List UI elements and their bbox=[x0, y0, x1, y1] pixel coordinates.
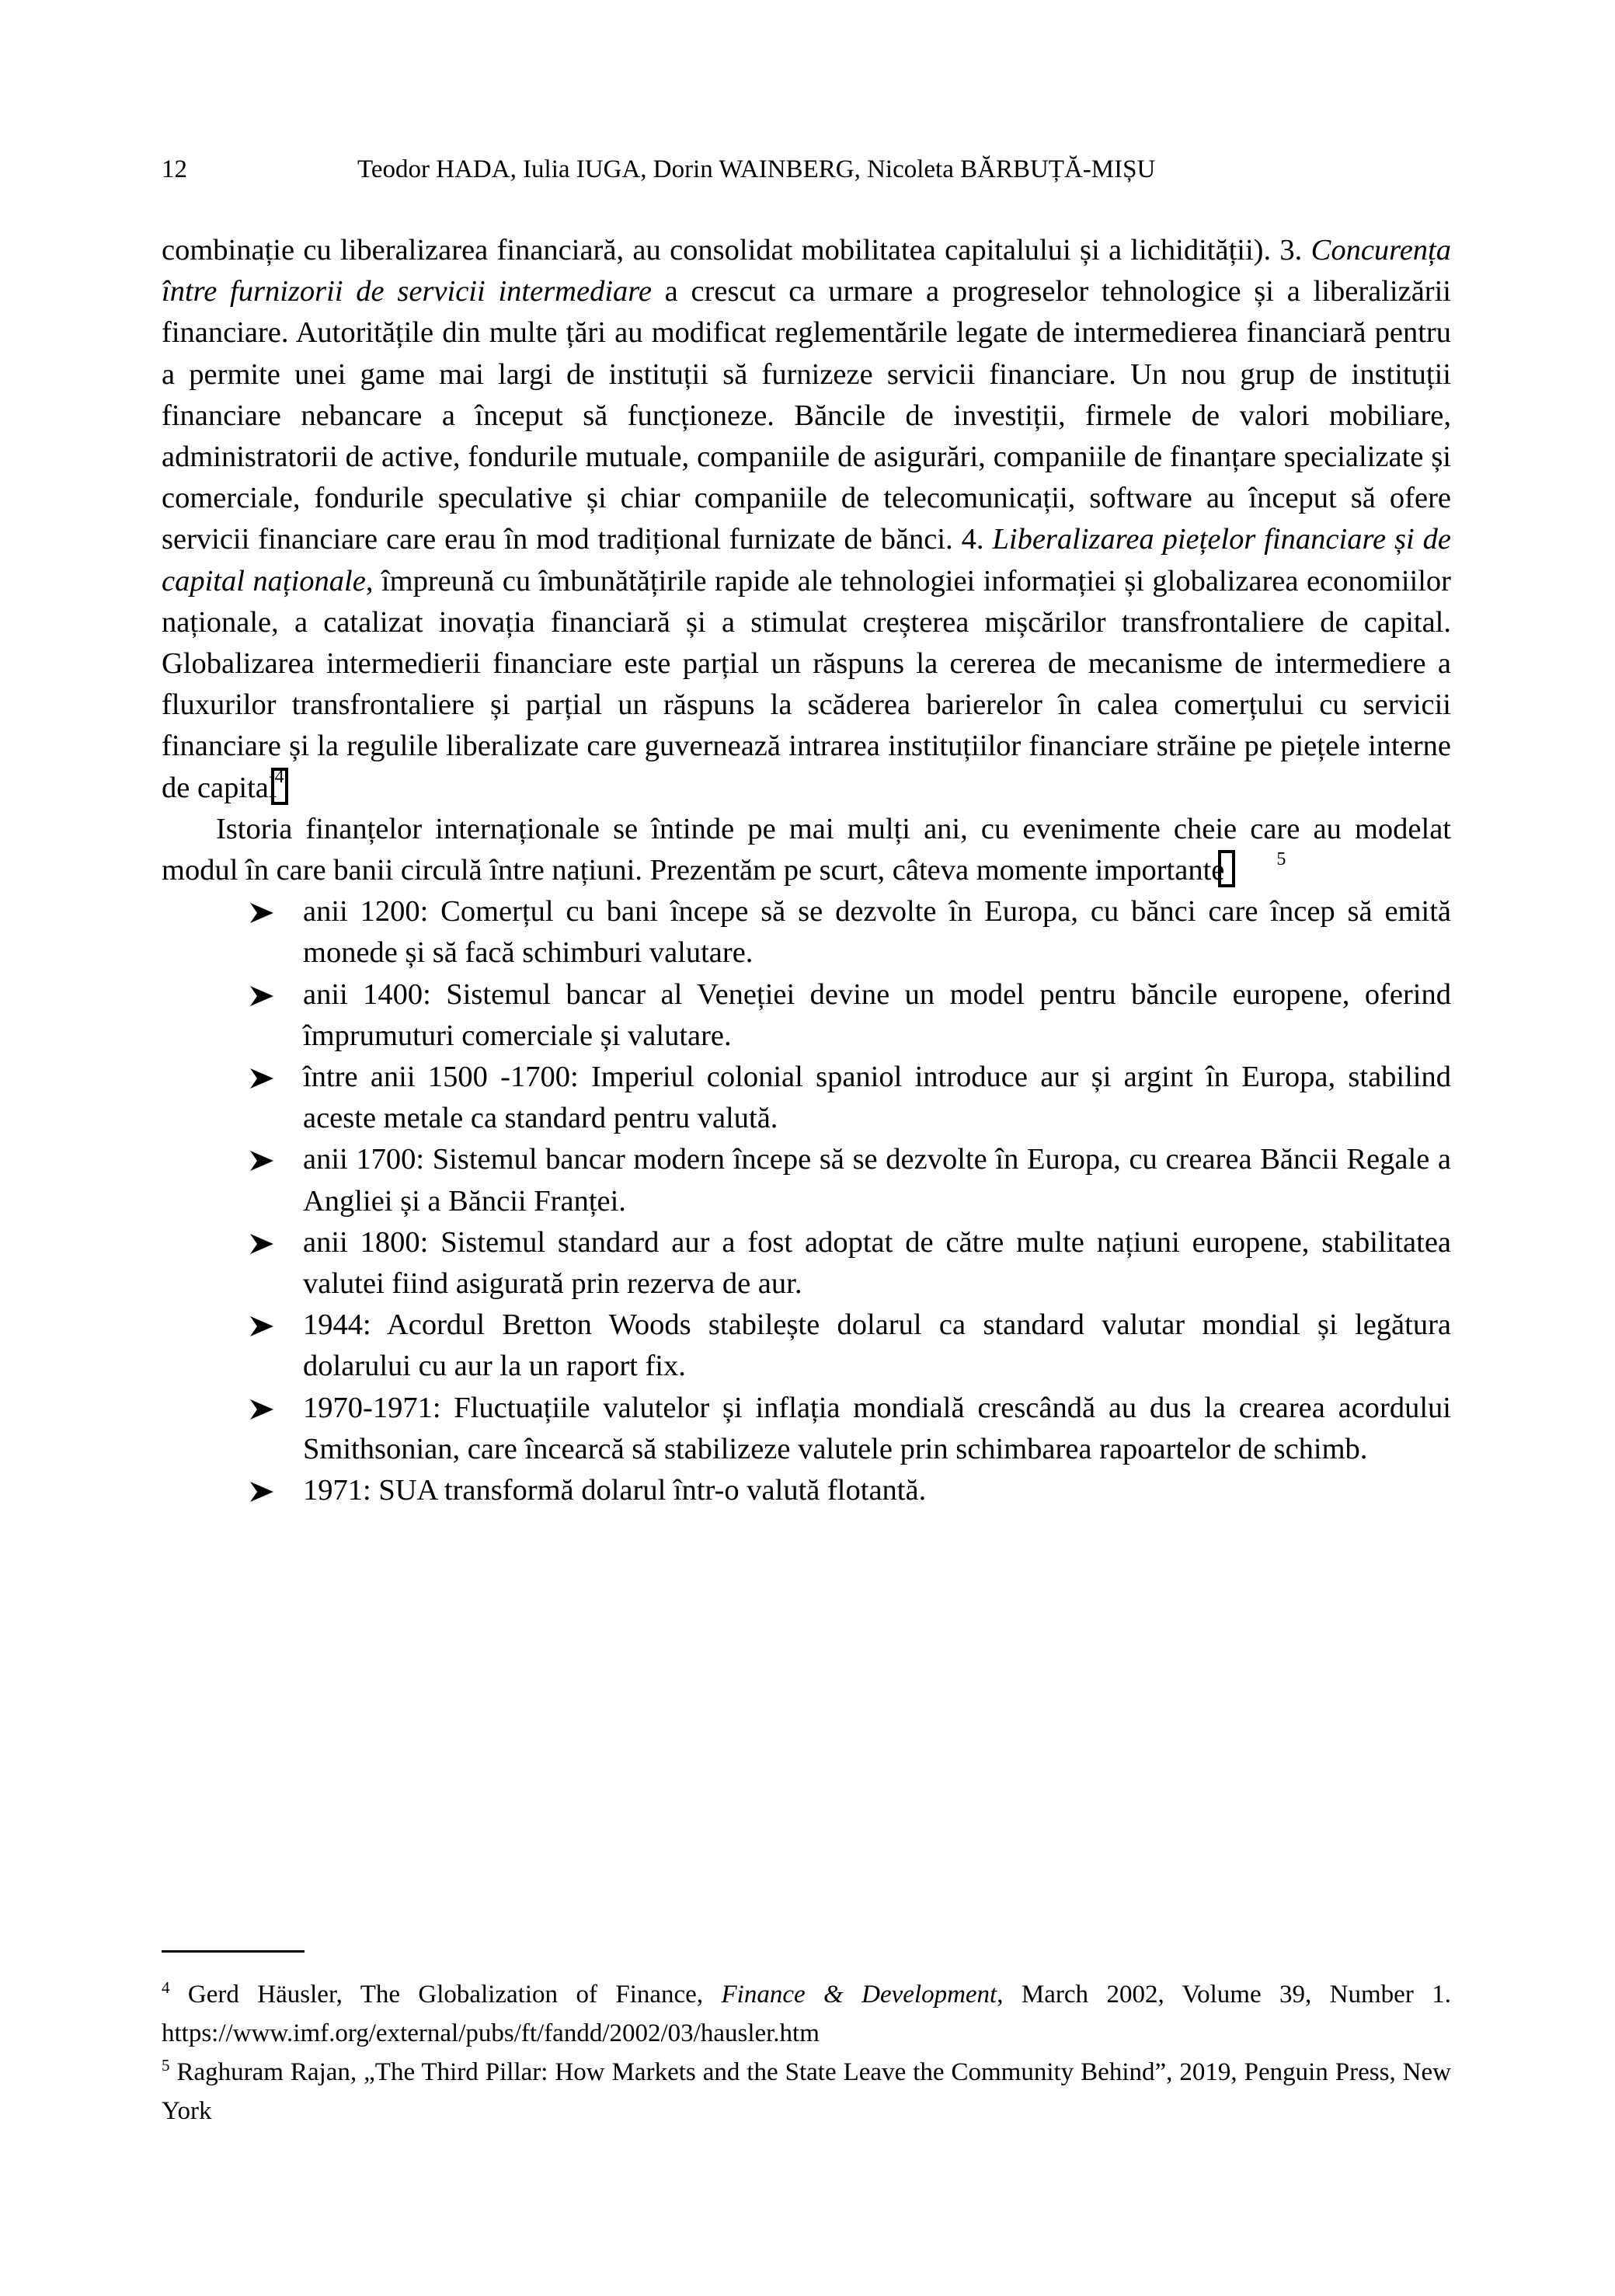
list-item-text: anii 1700: Sistemul bancar modern începe să se dezvolte în Europa, cu crearea Băncii Regale a Angliei și a Băncii Franței. bbox=[303, 1143, 1451, 1218]
arrowhead-bullet-icon bbox=[250, 1482, 273, 1502]
footnotes bbox=[162, 1975, 1451, 2131]
footnote-separator bbox=[162, 1950, 305, 1953]
italic-phrase: Concurența între furnizorii de servicii intermediare bbox=[162, 234, 1451, 308]
paragraph-intro-history bbox=[162, 809, 1451, 891]
paragraph-text: combinație cu liberalizarea financiară, au consolidat mobilitatea capitalului și a lichidității). 3. bbox=[162, 234, 1311, 267]
footnote-text: , March 2002, Volume 39, Number 1. https://www.imf.org/external/pubs/ft/fandd/2002/03/hausler.htm bbox=[162, 1981, 1451, 2047]
timeline-list bbox=[162, 891, 1451, 1511]
list-item bbox=[162, 1222, 1451, 1305]
footnote-4 bbox=[162, 1975, 1451, 2053]
list-item-text: 1944: Acordul Bretton Woods stabilește dolarul ca standard valutar mondial și legătura dolarului cu aur la un raport fix. bbox=[303, 1308, 1451, 1383]
list-item-text: 1970-1971: Fluctuațiile valutelor și inflația mondială crescândă au dus la crearea acordului Smithsonian, care încearcă să stabilizeze valutele prin schimbarea rapoartelor de schimb. bbox=[303, 1391, 1451, 1465]
list-item-text: anii 1200: Comerțul cu bani începe să se dezvolte în Europa, cu bănci care încep să emită monede și să facă schimburi valutare. bbox=[303, 895, 1451, 970]
paragraph-text: Istoria finanțelor internaționale se întinde pe mai mulți ani, cu evenimente cheie care au modelat modul în care banii circulă între națiuni. Prezentăm pe scurt, câteva momente importante bbox=[162, 812, 1451, 887]
list-item bbox=[162, 1139, 1451, 1221]
list-item bbox=[162, 974, 1451, 1057]
footnote-journal-title: Finance & Development bbox=[721, 1981, 997, 2009]
arrowhead-bullet-icon bbox=[250, 1316, 273, 1336]
italic-phrase: Liberalizarea piețelor financiare și de capital naționale bbox=[162, 523, 1451, 598]
paragraph-text: a crescut ca urmare a progreselor tehnologice și a liberalizării financiare. Autoritățile din multe țări au modificat reglementările legate de intermedierea financiară pentru a permite unei game mai largi de instituții să furnizeze servicii financiare. Un nou grup de instituții financiare nebancare a început să funcționeze. Băncile de investiții, firmele de valori mobiliare, administratorii de active, fondurile mutuale, companiile de asigurări, companiile de finanțare specializate și comerciale, fondurile speculative și chiar companiile de telecomunicații, software au început să ofere servicii financiare care erau în mod tradițional furnizate de bănci. 4. bbox=[162, 275, 1452, 556]
list-item bbox=[162, 1305, 1451, 1387]
arrowhead-bullet-icon bbox=[250, 986, 273, 1006]
arrowhead-bullet-icon bbox=[250, 1234, 273, 1254]
footnote-ref-number: 4 bbox=[274, 766, 284, 787]
list-item-text: între anii 1500 -1700: Imperiul colonial spaniol introduce aur și argint în Europa, stabilind aceste metale ca standard pentru valută. bbox=[303, 1061, 1451, 1135]
footnote-number: 4 bbox=[162, 1978, 170, 1997]
running-head-authors: Teodor HADA, Iulia IUGA, Dorin WAINBERG, Nicoleta BĂRBUȚĂ-MIȘU bbox=[357, 155, 1156, 183]
body-text bbox=[162, 230, 1451, 1511]
list-item-text: anii 1400: Sistemul bancar al Veneției devine un model pentru băncile europene, oferind împrumuturi comerciale și valutare. bbox=[303, 977, 1451, 1052]
list-item bbox=[162, 1388, 1451, 1470]
footnote-number: 5 bbox=[162, 2056, 170, 2075]
arrowhead-bullet-icon bbox=[250, 1399, 273, 1420]
footnote-ref-5[interactable] bbox=[1218, 849, 1286, 887]
arrowhead-bullet-icon bbox=[250, 1068, 273, 1089]
arrowhead-bullet-icon bbox=[250, 903, 273, 923]
list-item bbox=[162, 1470, 1451, 1511]
footnote-ref-4[interactable] bbox=[271, 768, 288, 805]
footnote-5 bbox=[162, 2053, 1451, 2131]
list-item-text: 1971: SUA transformă dolarul într-o valută flotantă. bbox=[303, 1474, 927, 1507]
footnote-text: Gerd Häusler, The Globalization of Finance, bbox=[169, 1981, 722, 2009]
footnote-ref-number: 5 bbox=[1276, 849, 1286, 870]
page-number: 12 bbox=[162, 155, 187, 183]
running-head bbox=[162, 150, 1451, 189]
paragraph-continuation bbox=[162, 230, 1451, 809]
list-item-text: anii 1800: Sistemul standard aur a fost adoptat de către multe națiuni europene, stabilitatea valutei fiind asigurată prin rezerva de aur. bbox=[303, 1225, 1451, 1301]
arrowhead-bullet-icon bbox=[250, 1151, 273, 1171]
footnote-text: Raghuram Rajan, „The Third Pillar: How Markets and the State Leave the Community Behind”, 2019, Penguin Press, New York bbox=[162, 2058, 1451, 2125]
list-item bbox=[162, 1057, 1451, 1139]
paragraph-text: , împreună cu îmbunătățirile rapide ale tehnologiei informației și globalizarea economiilor naționale, a catalizat inovația financiară și a stimulat creșterea mișcărilor transfrontaliere de capital. Globalizarea intermedierii financiare este parțial un răspuns la cererea de mecanisme de intermediere a fluxurilor transfrontaliere și parțial un răspuns la scăderea barierelor în calea comerțului cu servicii financiare și la regulile liberalizate care guvernează intrarea instituțiilor financiare străine pe piețele interne de capital bbox=[162, 564, 1451, 804]
list-item bbox=[162, 891, 1451, 974]
